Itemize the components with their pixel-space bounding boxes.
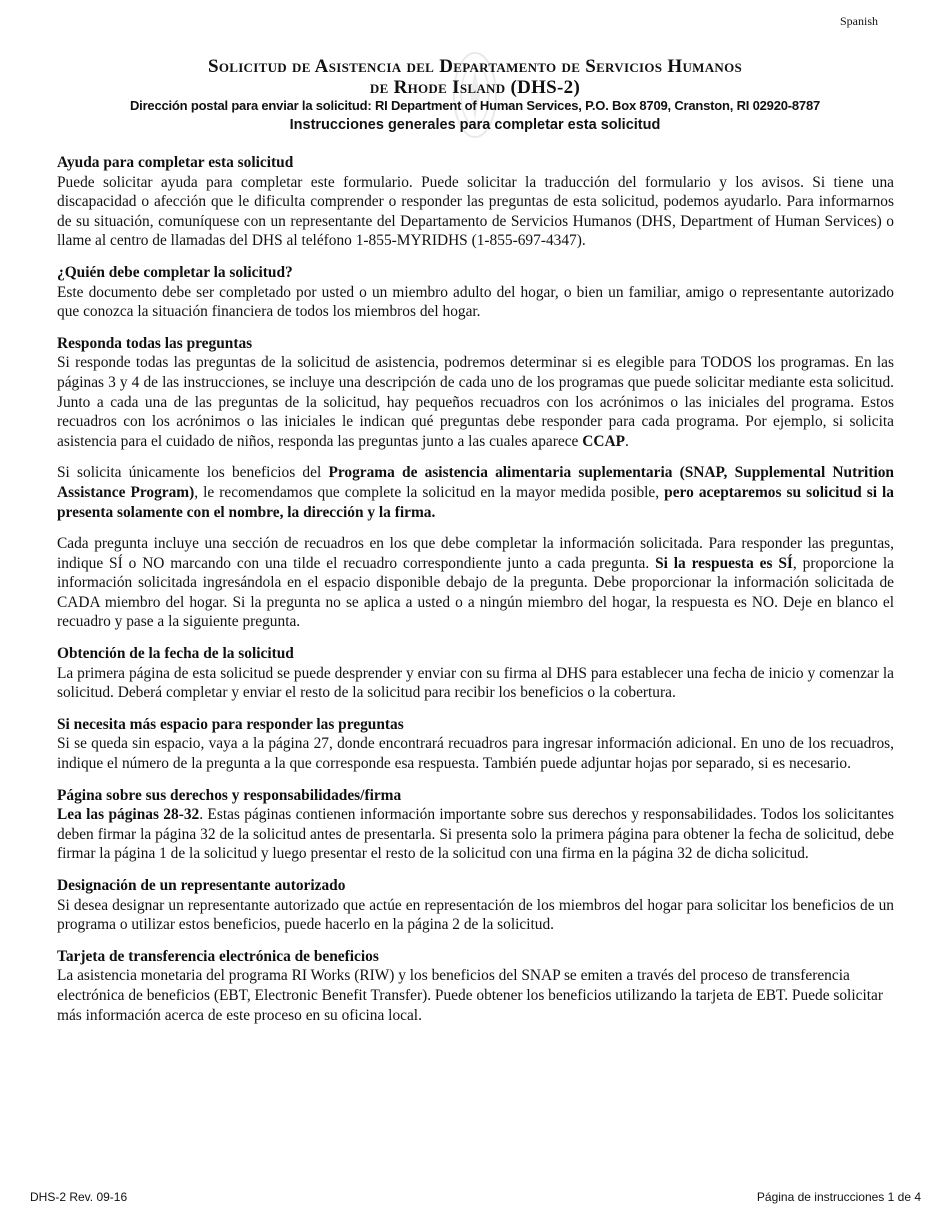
- section-who: [57, 263, 894, 322]
- snap-program-name: Programa de asistencia alimentaria suplementaria (SNAP, Supplemental Nutrition Assistance Program): [57, 464, 894, 501]
- page-number: Página de instrucciones 1 de 4: [756, 1190, 921, 1204]
- text-run: Si solicita únicamente los beneficios del: [57, 464, 329, 482]
- section-representative: [57, 876, 894, 935]
- yes-answer-note: Si la respuesta es SÍ: [655, 554, 793, 572]
- section-answer-all: [57, 334, 894, 632]
- text-run: , proporcione la información solicitada ingresándola en el espacio disponible debajo de la pregunta. Debe proporcionar la información solicitada de CADA miembro del hogar. Si la pregunta no se aplica a usted o a ningún miembro del hogar, la respuesta es NO. Deje en blanco el recuadro y pase a la siguiente pregunta.: [57, 554, 894, 631]
- mailing-address: Dirección postal para enviar la solicitud: RI Department of Human Services, P.O. Box 8709, Cranston, RI 02920-8787: [129, 98, 821, 113]
- section-heading: Responda todas las preguntas: [57, 334, 253, 352]
- text-run: Si responde todas las preguntas de la solicitud de asistencia, podremos determinar si es elegible para TODOS los programas. En las páginas 3 y 4 de las instrucciones, se incluye una descripción de cada uno de los programas que puede solicitar mediante esta solicitud. Junto a cada una de las preguntas de la solicitud, hay pequeños recuadros con los acrónimos o las iniciales del programa. Estos recuadros con los acrónimos o las iniciales le indican qué preguntas debe responder para cada programa. Por ejemplo, si solicita asistencia para el cuidado de niños, responda las preguntas junto a las cuales aparece: [57, 354, 894, 450]
- section-text: [57, 353, 894, 451]
- section-heading: Obtención de la fecha de la solicitud: [57, 645, 294, 663]
- language-label: Spanish: [839, 14, 878, 28]
- ccap-label: CCAP: [582, 432, 625, 450]
- form-title-line2: de Rhode Island (DHS-2): [369, 77, 581, 98]
- text-run: . Estas páginas contienen información importante sobre sus derechos y responsabilidades. Todos los solicitantes deben firmar la página 32 de la solicitud antes de presentarla. Si presenta solo la primera página para obtener la fecha de solicitud, debe firmar la página 1 de la solicitud y luego presentar el resto de la solicitud con una firma en la página 32 de dicha solicitud.: [57, 806, 894, 863]
- text-run: Cada pregunta incluye una sección de recuadros en los que debe completar la información solicitada. Para responder las preguntas, indique SÍ o NO marcando con una tilde el recuadro correspondiente junto a cada pregunta.: [57, 535, 894, 572]
- section-heading: Si necesita más espacio para responder las preguntas: [57, 715, 404, 733]
- section-text: La primera página de esta solicitud se puede desprender y enviar con su firma al DHS para establecer una fecha de inicio y comenzar la solicitud. Deberá completar y enviar el resto de la solicitud para recibir los beneficios o la cobertura.: [57, 664, 894, 702]
- text-run: , le recomendamos que complete la solicitud en la mayor medida posible,: [194, 483, 665, 501]
- section-text: Si se queda sin espacio, vaya a la página 27, donde encontrará recuadros para ingresar información adicional. En uno de los recuadros, indique el número de la pregunta a la que corresponde esa respuesta. También puede adjuntar hojas por separado, si es necesario.: [57, 735, 894, 773]
- form-title-line1: Solicitud de Asistencia del Departamento de Servicios Humanos: [207, 56, 743, 77]
- section-heading: Designación de un representante autorizado: [57, 877, 346, 894]
- section-text: Puede solicitar ayuda para completar este formulario. Puede solicitar la traducción del formulario y los avisos. Si tiene una discapacidad o afección que le dificulta comprender o responder las preguntas de esta solicitud, podemos ayudarlo. Para informarnos de su situación, comuníquese con un representante del Departamento de Servicios Humanos (DHS, Department of Human Services) o llame al centro de llamadas del DHS al teléfono 1-855-MYRIDHS (1-855-697-4347).: [57, 173, 894, 250]
- section-text-boxes: [57, 534, 894, 632]
- instructions-subtitle: Instrucciones generales para completar esta solicitud: [289, 117, 661, 133]
- section-text: La asistencia monetaria del programa RI Works (RIW) y los beneficios del SNAP se emiten a través del proceso de transferencia electrónica de beneficios (EBT, Electronic Benefit Transfer). Puede obtener los beneficios utilizando la tarjeta de EBT. Puede solicitar más información acerca de este proceso en su oficina local.: [57, 967, 883, 1024]
- text-run: .: [624, 432, 629, 450]
- instructions-body: [57, 153, 894, 1037]
- section-heading: ¿Quién debe completar la solicitud?: [57, 263, 293, 281]
- section-text: [57, 805, 894, 864]
- section-heading: Página sobre sus derechos y responsabilidades/firma: [57, 786, 402, 804]
- section-heading: Ayuda para completar esta solicitud: [57, 154, 294, 171]
- section-date: [57, 644, 894, 703]
- section-heading: Tarjeta de transferencia electrónica de beneficios: [57, 947, 379, 965]
- form-revision-id: DHS-2 Rev. 09-16: [30, 1190, 128, 1204]
- section-text-snap: [57, 463, 894, 522]
- section-help: [57, 153, 894, 251]
- read-pages-note: Lea las páginas 28-32: [57, 806, 200, 824]
- section-text: Si desea designar un representante autorizado que actúe en representación de los miembros del hogar para solicitar los beneficios de un programa o utilizar estos beneficios, puede hacerlo en la página 2 de la solicitud.: [57, 896, 894, 934]
- section-text: Este documento debe ser completado por usted o un miembro adulto del hogar, o bien un familiar, amigo o representante autorizado que conozca la situación financiera de todos los miembros del hogar.: [57, 283, 894, 321]
- snap-acceptance-note: pero aceptaremos su solicitud si la presenta solamente con el nombre, la dirección y la firma.: [57, 483, 894, 521]
- section-ebt: [57, 947, 894, 1025]
- section-rights: [57, 786, 894, 864]
- section-space: [57, 715, 894, 774]
